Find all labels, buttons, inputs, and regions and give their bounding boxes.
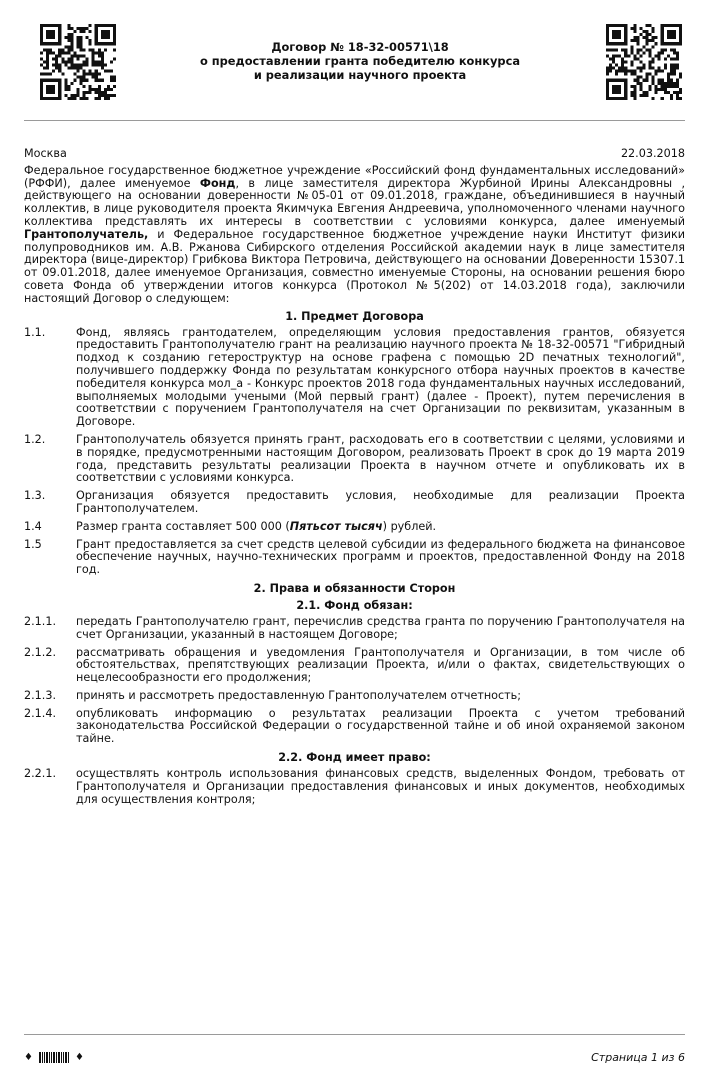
clause-1-4 bbox=[24, 521, 685, 534]
clause-number: 1.5 bbox=[24, 537, 42, 551]
barcode-bar bbox=[53, 1052, 55, 1063]
grant-amount-suffix: ) рублей. bbox=[382, 519, 437, 533]
clause-number: 2.1.2. bbox=[24, 645, 57, 659]
clause-2-1-3 bbox=[24, 690, 685, 703]
date: 22.03.2018 bbox=[620, 147, 685, 160]
title-line-2: о предоставлении гранта победителю конкурса bbox=[199, 54, 521, 68]
barcode-bar bbox=[68, 1052, 69, 1063]
clause-1-3 bbox=[24, 490, 685, 516]
clause-text: Грант предоставляется за счет средств целевой субсидии из федерального бюджета на финансовое обеспечение научных, научно-технических программ и проектов, предоставленной Фонду на 2018 год. bbox=[76, 537, 685, 577]
clause-number: 1.3. bbox=[24, 489, 46, 503]
preamble-part-e: и Федеральное государственное бюджетное учреждение науки Институт физики полупроводников им. А.В. Ржанова Сибирского отделения Российской академии наук в лице заместителя директора (вице-директор) Грибкова Виктора Петровича, действующего на основании Доверенности 15307.1 от 09.01.2018, далее именуемое Организация, совместно именуемые Стороны, на основании решения бюро совета Фонда об утверждении итогов конкурса (Протокол №5(202) от 14.03.2018 года), заключили настоящий Договор о следующем: bbox=[24, 227, 685, 305]
clause-text: Организация обязуется предоставить условия, необходимые для реализации Проекта Грантополучателем. bbox=[76, 489, 685, 515]
clause-text: рассматривать обращения и уведомления Грантополучателя и Организации, в том числе об обстоятельствах, препятствующих реализации Проекта, и/или о фактах, свидетельствующих о нецелесообразности его продолжения; bbox=[76, 645, 685, 685]
clause-text: осуществлять контроль использования финансовых средств, выделенных Фондом, требовать от Грантополучателя и Организации предоставления финансовых и иных документов, необходимых для осуществления контроля; bbox=[76, 767, 685, 806]
clause-number: 2.2.1. bbox=[24, 767, 57, 781]
barcode-bar bbox=[63, 1052, 64, 1063]
section-2-heading: 2. Права и обязанности Сторон bbox=[253, 581, 456, 595]
section-1-heading: 1. Предмет Договора bbox=[285, 309, 424, 323]
place: Москва bbox=[24, 147, 67, 160]
diamond-icon: ♦ bbox=[74, 1051, 84, 1063]
subsection-2-1-heading: 2.1. Фонд обязан: bbox=[296, 598, 413, 612]
grant-amount-prefix: Размер гранта составляет 500 000 ( bbox=[76, 519, 290, 533]
header-divider bbox=[24, 120, 685, 121]
preamble bbox=[24, 165, 685, 306]
clause-1-5 bbox=[24, 539, 685, 577]
page-footer bbox=[24, 1048, 685, 1068]
clause-text: принять и рассмотреть предоставленную Грантополучателем отчетность; bbox=[76, 688, 522, 702]
place-date-row bbox=[24, 148, 685, 161]
document-body bbox=[24, 148, 685, 811]
clause-number: 1.4 bbox=[24, 519, 42, 533]
clause-text: Грантополучатель обязуется принять грант, расходовать его в соответствии с целями, условиями и в порядке, предусмотренными настоящим Договором, реализовать Проект в срок до 19 марта 2019 года, представить результаты реализации Проекта в научном отчете и опубликовать их в соответствии с условиями конкурса. bbox=[76, 432, 685, 485]
barcode-bar bbox=[51, 1052, 52, 1063]
page-number: Страница 1 из 6 bbox=[591, 1050, 685, 1064]
barcode-bar bbox=[39, 1052, 41, 1063]
barcode-bar bbox=[56, 1052, 57, 1063]
clause-text: Фонд, являясь грантодателем, определяющим условия предоставления грантов, обязуется предоставить Грантополучателю грант на реализацию научного проекта № 18-32-00571 "Гибридный подход к созданию гетероструктур на основе графена с помощью 2D печатных технологий", получившего поддержку Фонда по результатам конкурсного отбора научных проектов в качестве победителя конкурса мол_а - Конкурс проектов 2018 года фундаментальных научных исследований, выполняемых молодыми учеными (Мой первый грант) (далее - Проект), путем перечисления в соответствии с поручением Грантополучателя на счет Организации по реквизитам, указанным в Договоре. bbox=[76, 325, 685, 429]
clause-1-2 bbox=[24, 434, 685, 485]
clause-2-2-1 bbox=[24, 768, 685, 806]
qr-code-left bbox=[40, 24, 116, 100]
barcode-icon bbox=[39, 1052, 69, 1063]
preamble-grantee: Грантополучатель, bbox=[24, 227, 149, 241]
preamble-part-a: Федеральное государственное бюджетное учреждение «Российский фонд фундаментальных исследований» (РФФИ), далее именуемое bbox=[24, 163, 685, 190]
title-line-3: и реализации научного проекта bbox=[253, 68, 467, 82]
grant-amount-words: Пятьсот тысяч bbox=[289, 519, 383, 533]
clause-number: 2.1.3. bbox=[24, 688, 57, 702]
qr-code-right bbox=[606, 24, 682, 100]
subsection-2-2-heading: 2.2. Фонд имеет право: bbox=[278, 751, 431, 765]
footer-barcode bbox=[24, 1052, 84, 1065]
clause-number: 2.1.1. bbox=[24, 614, 57, 628]
footer-divider bbox=[24, 1034, 685, 1035]
barcode-bar bbox=[58, 1052, 60, 1063]
clause-text: передать Грантополучателю грант, перечислив средства гранта по поручению Грантополучателя на счет Организации, указанный в настоящем Договоре; bbox=[76, 614, 685, 641]
preamble-fond: Фонд bbox=[199, 176, 236, 190]
clause-2-1-4 bbox=[24, 708, 685, 746]
preamble-part-c: , в лице заместителя директора Журбиной Ирины Александровны , действующего на основании доверенности №05-01 от 09.01.2018, граждане, объединившиеся в научный коллектив, в лице руководителя проекта Якимчука Евгения Андреевича, уполномоченного членами научного коллектива представлять их интересы в соответствии с условиями конкурса, далее именуемый bbox=[24, 176, 686, 228]
barcode-bar bbox=[61, 1052, 62, 1063]
barcode-bar bbox=[42, 1052, 43, 1063]
barcode-bar bbox=[44, 1052, 45, 1063]
barcode-bar bbox=[49, 1052, 50, 1063]
barcode-bar bbox=[65, 1052, 67, 1063]
diamond-icon: ♦ bbox=[24, 1051, 33, 1063]
clause-number: 1.1. bbox=[24, 325, 46, 339]
clause-text: опубликовать информацию о результатах реализации Проекта с учетом требований законодательства Российской Федерации о государственной тайне и об иной охраняемой законом тайне. bbox=[76, 706, 685, 746]
title-line-1: Договор № 18-32-00571\18 bbox=[271, 40, 449, 54]
clause-2-1-1 bbox=[24, 616, 685, 642]
clause-1-1 bbox=[24, 327, 685, 429]
clause-number: 1.2. bbox=[24, 432, 46, 446]
clause-2-1-2 bbox=[24, 647, 685, 685]
clause-number: 2.1.4. bbox=[24, 706, 57, 720]
barcode-bar bbox=[46, 1052, 48, 1063]
document-title bbox=[130, 40, 590, 82]
clause-text bbox=[76, 521, 685, 534]
